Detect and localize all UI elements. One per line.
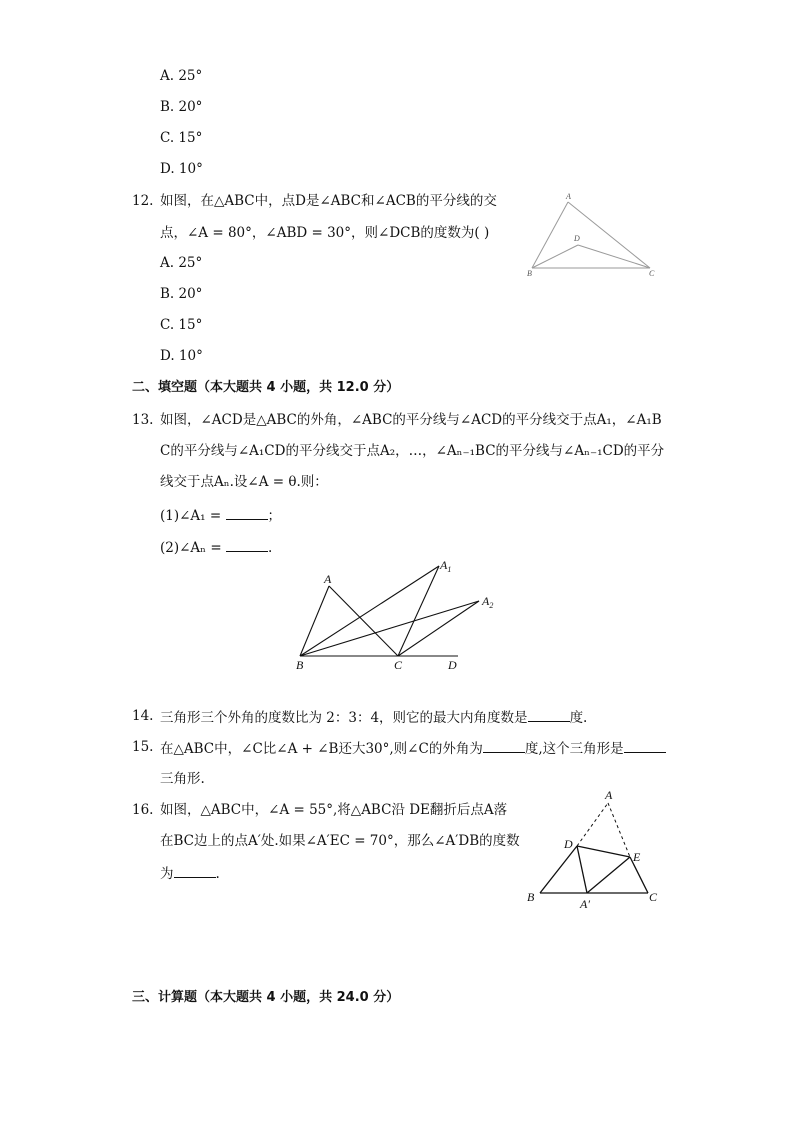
q13-label-a: A (324, 572, 332, 586)
q13-stem-line2: C的平分线与∠A₁CD的平分线交于点A₂，…，∠Aₙ₋₁BC的平分线与∠Aₙ₋₁CD的平分 (160, 443, 665, 459)
q16-stem-line3 (160, 863, 220, 883)
q12-side-ab (532, 202, 568, 268)
q12-segment-dc (578, 245, 650, 268)
q13-label-a2-letter: A (482, 594, 490, 608)
q16-dashed-ae (608, 803, 630, 857)
q12-option-a: A. 25° (160, 255, 203, 271)
q13-sub1-prefix: (1)∠A₁ = (160, 508, 222, 524)
q16-blank[interactable] (174, 863, 216, 878)
q16-label-c: C (649, 890, 658, 904)
q12-label-d: D (574, 234, 580, 243)
q13-label-d: D (448, 658, 457, 672)
q13-bisector-figure (290, 555, 500, 675)
q13-sub1-blank[interactable] (226, 505, 268, 520)
q11-option-a: A. 25° (160, 68, 203, 84)
q12-label-b: B (527, 269, 532, 278)
q12-stem-line1: 如图，在△ABC中，点D是∠ABC和∠ACB的平分线的交 (160, 193, 497, 209)
q13-side-ac (329, 586, 398, 656)
q16-dashed-da (577, 803, 608, 846)
q13-sub2 (160, 537, 272, 557)
q16-suffix: . (215, 866, 220, 882)
q12-segment-bd (532, 245, 578, 268)
q16-label-a: A (605, 788, 613, 802)
q14-stem (160, 707, 587, 727)
q16-fold-line-de (577, 846, 630, 857)
q12-label-c: C (649, 269, 655, 278)
q12-side-ac (568, 202, 650, 268)
q15-stem-line1 (160, 738, 666, 758)
section-calculation-title: 三、计算题（本大题共 4 小题，共 24.0 分） (132, 990, 400, 1005)
q16-label-e: E (633, 850, 641, 864)
q16-segment-ea-prime (587, 857, 630, 893)
q16-fold-figure (520, 785, 670, 910)
q16-prefix: 为 (160, 866, 174, 882)
q16-stem-line1: 如图，△ABC中，∠A = 55°,将△ABC沿 DE翻折后点A落 (160, 802, 508, 818)
q13-number: 13. (132, 412, 154, 428)
q15-number: 15. (132, 739, 154, 755)
q15-blank-2[interactable] (624, 738, 666, 753)
q13-stem-line3: 线交于点Aₙ.设∠A = θ.则： (160, 474, 328, 490)
q13-label-a1-letter: A (440, 558, 448, 572)
q14-prefix: 三角形三个外角的度数比为 2：3：4，则它的最大内角度数是 (160, 710, 528, 726)
q14-blank[interactable] (528, 707, 570, 722)
q11-option-d: D. 10° (160, 161, 203, 177)
q16-segment-bd (540, 846, 577, 893)
q16-label-b: B (527, 890, 535, 904)
q13-label-a2-sub: 2 (489, 601, 494, 610)
q12-option-c: C. 15° (160, 317, 203, 333)
q15-stem-line2: 三角形. (160, 771, 205, 787)
q13-label-a1-sub: 1 (447, 565, 452, 574)
q16-stem-line2: 在BC边上的点A′处.如果∠A′EC = 70°，那么∠A′DB的度数 (160, 833, 520, 849)
q13-sub1-suffix: ； (267, 508, 281, 524)
q12-label-a: A (566, 192, 571, 201)
q16-segment-da-prime (577, 846, 587, 893)
q16-number: 16. (132, 802, 154, 818)
q16-label-d: D (564, 837, 573, 851)
q11-option-c: C. 15° (160, 130, 203, 146)
q13-label-a2 (481, 594, 493, 610)
q13-stem-line1: 如图，∠ACD是△ABC的外角，∠ABC的平分线与∠ACD的平分线交于点A₁，∠A₁B (160, 412, 662, 428)
q16-label-a-prime: A′ (580, 897, 590, 910)
q13-label-b: B (296, 658, 304, 672)
q12-option-d: D. 10° (160, 348, 203, 364)
q13-sub2-prefix: (2)∠Aₙ = (160, 540, 222, 556)
q12-number: 12. (132, 193, 154, 209)
q12-triangle-figure (520, 190, 670, 285)
q15-middle: 度,这个三角形是 (524, 741, 624, 757)
q13-sub2-blank[interactable] (226, 537, 268, 552)
q13-sub2-suffix: . (267, 540, 273, 556)
q12-option-b: B. 20° (160, 286, 203, 302)
section-fill-in-title: 二、填空题（本大题共 4 小题，共 12.0 分） (132, 380, 400, 395)
q12-stem-line2: 点，∠A = 80°，∠ABD = 30°，则∠DCB的度数为( ) (160, 225, 490, 241)
q15-prefix: 在△ABC中，∠C比∠A + ∠B还大30°,则∠C的外角为 (160, 741, 483, 757)
q13-label-a1 (439, 558, 451, 574)
q13-sub1 (160, 505, 281, 525)
q14-suffix: 度. (569, 710, 588, 726)
q13-label-c: C (394, 658, 403, 672)
q13-side-ba (300, 586, 329, 656)
q11-option-b: B. 20° (160, 99, 203, 115)
q14-number: 14. (132, 708, 154, 724)
q15-blank-1[interactable] (483, 738, 525, 753)
